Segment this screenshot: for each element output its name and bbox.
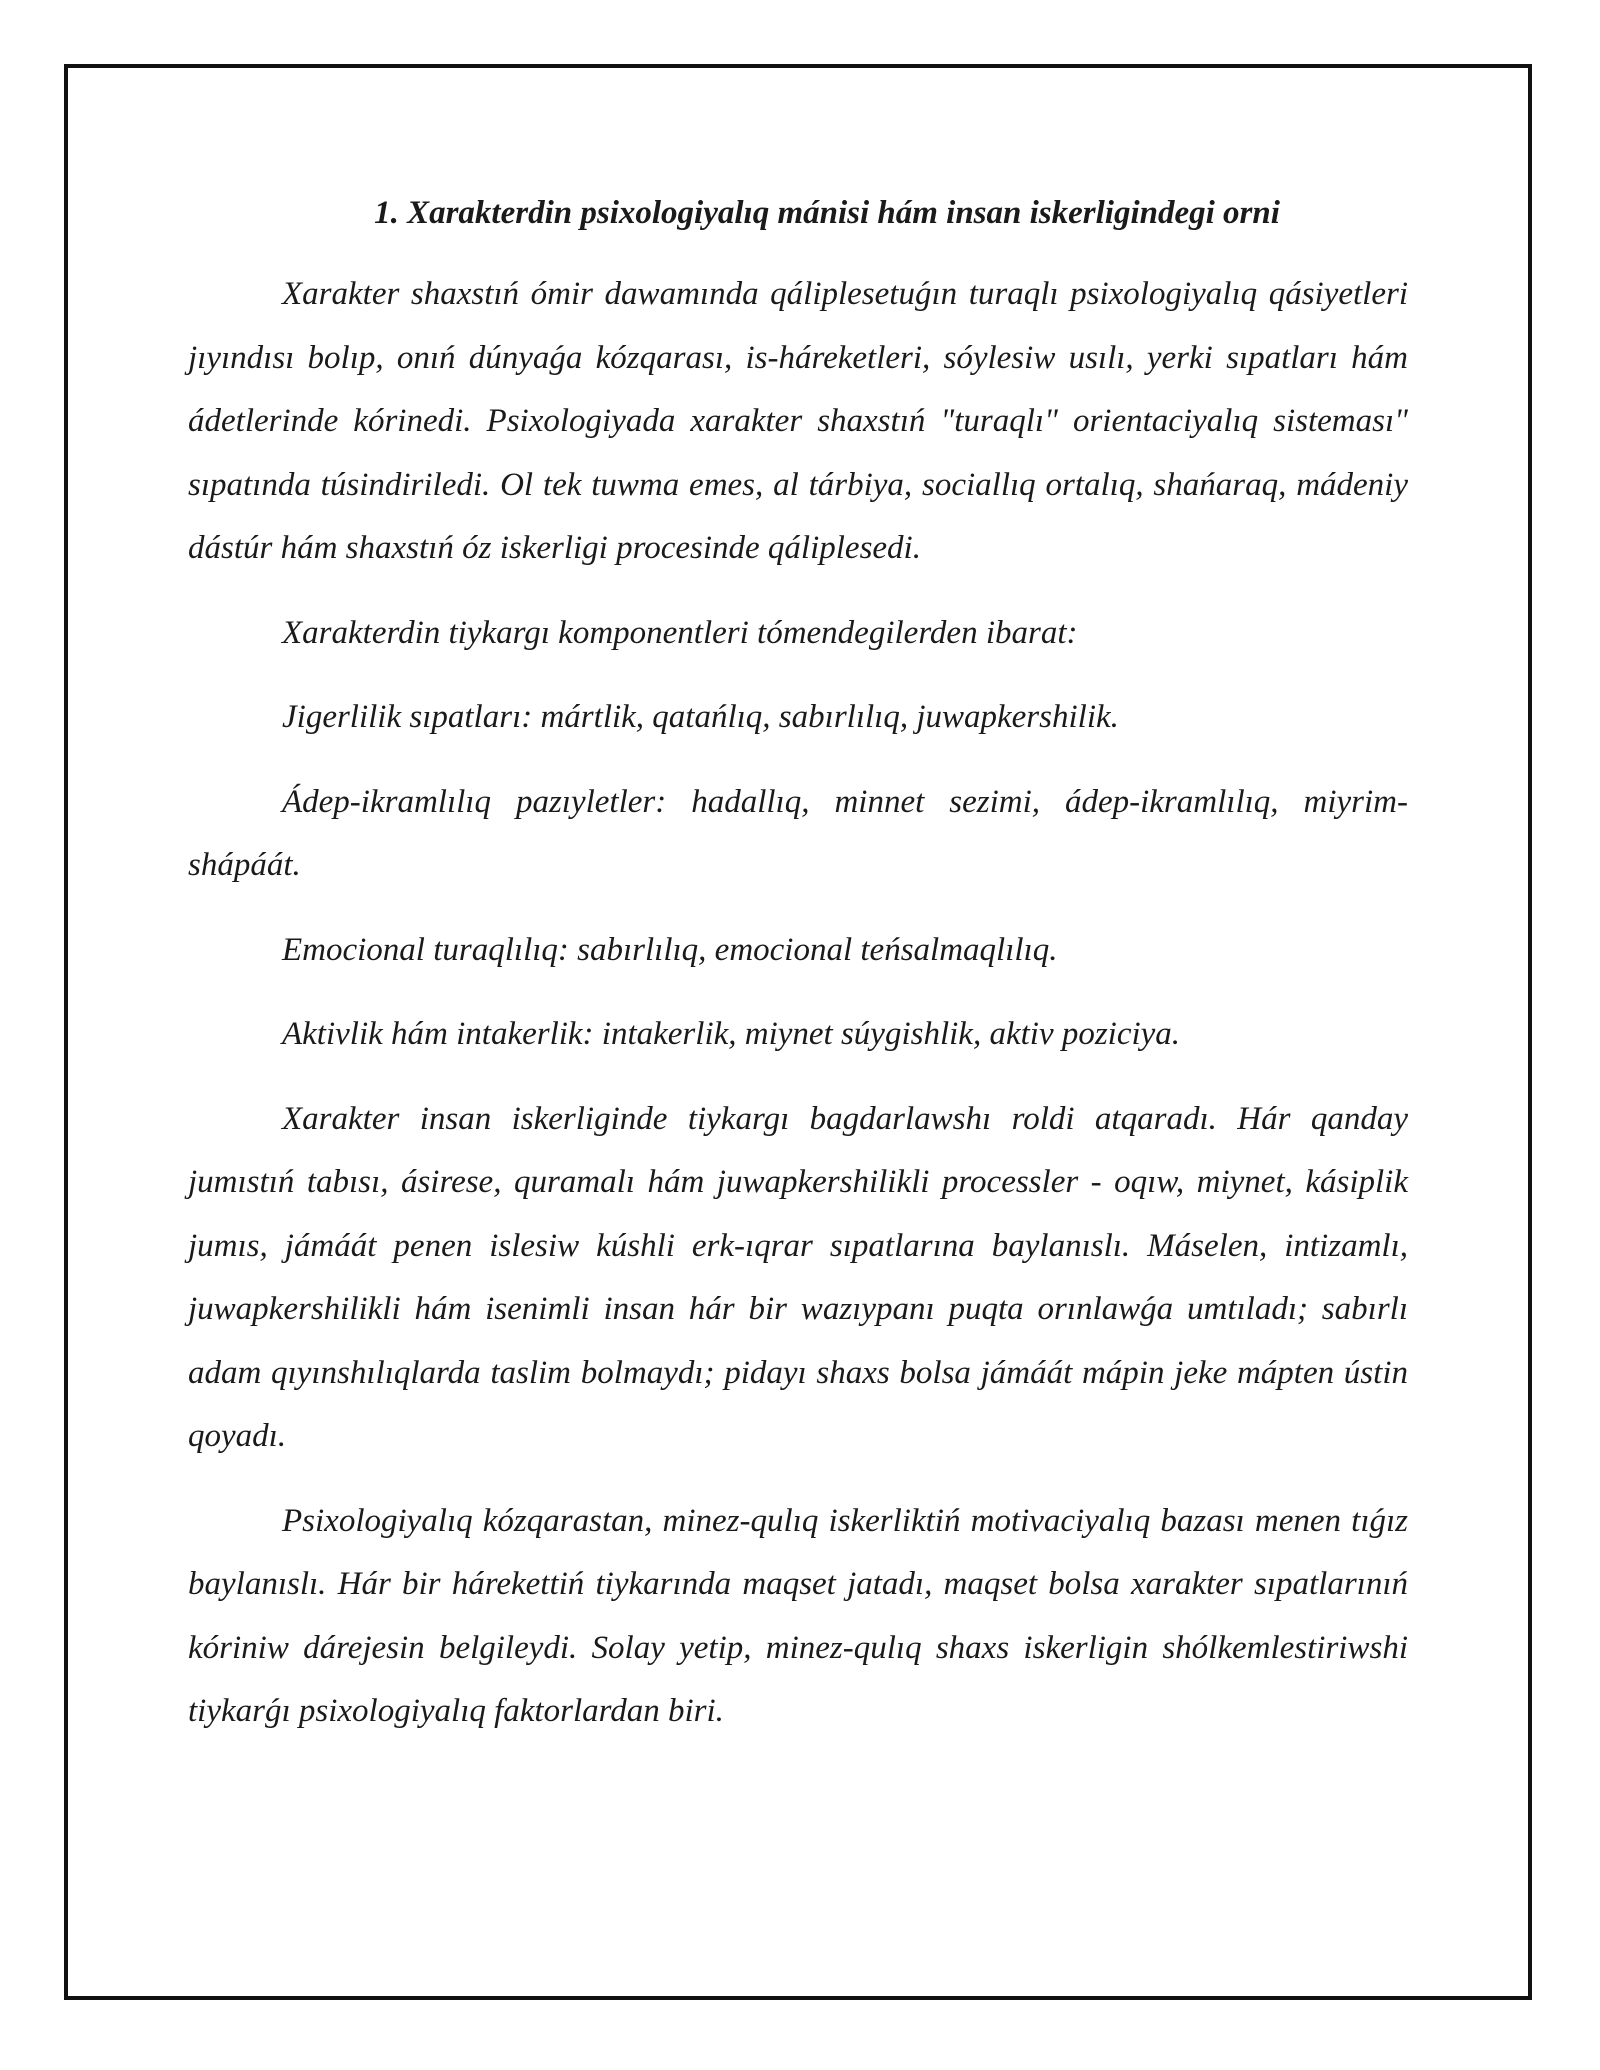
paragraph-role-in-activity: Xarakter insan iskerliginde tiykargı bagdarlawshı roldi atqaradı. Hár qanday jumıstıń tabısı, ásirese, quramalı hám juwapkershilikli processler - oqıw, miynet, kásiplik jumıs, jámáát penen islesiw kúshli erk-ıqrar sıpatlarına baylanıslı. Máselen, intizamlı, juwapkershilikli hám isenimli insan hár bir wazıypanı puqta orınlawǵa umtıladı; sabırlı adam qıyınshılıqlarda taslim bolmaydı; pidayı shaxs bolsa jámáát mápin jeke mápten ústin qoyadı.: [188, 1100, 1408, 1454]
paragraph-emotional-stability: Emocional turaqlılıq: sabırlılıq, emocional teńsalmaqlılıq.: [282, 931, 1058, 968]
paragraph-components-intro: Xarakterdin tiykargı komponentleri tómendegilerden ibarat:: [282, 614, 1078, 651]
document-heading: 1. Xarakterdin psixologiyalıq mánisi hám insan iskerligindegi orni: [374, 195, 1280, 231]
paragraph-will-traits: Jigerlilik sıpatları: mártlik, qatańlıq, sabırlılıq, juwapkershilik.: [282, 699, 1119, 735]
paragraph-activity: Aktivlik hám intakerlik: intakerlik, miynet súygishlik, aktiv poziciya.: [282, 1016, 1181, 1052]
paragraph-motivation: Psixologiyalıq kózqarastan, minez-qulıq iskerliktiń motivaciyalıq bazası menen tıǵız baylanıslı. Hár bir hárekettiń tiykarında maqset jatadı, maqset bolsa xarakter sıpatlarınıń kóriniw dárejesin belgileydi. Solay yetip, minez-qulıq shaxs iskerligin shólkemlestiriwshi tiykarǵı psixologiyalıq faktorlardan biri.: [188, 1502, 1408, 1729]
paragraph-definition: Xarakter shaxstıń ómir dawamında qáliplesetuǵın turaqlı psixologiyalıq qásiyetleri jıyındısı bolıp, onıń dúnyaǵa kózqarası, is-háreketleri, sóylesiw usılı, yerki sıpatları hám ádetlerinde kórinedi. Psixologiyada xarakter shaxstıń "turaqlı" orientaciyalıq sisteması" sıpatında túsindiriledi. Ol tek tuwma emes, al tárbiya, sociallıq ortalıq, shańaraq, mádeniy dástúr hám shaxstıń óz iskerligi procesinde qáliplesedi.: [188, 276, 1408, 566]
document-body: [188, 183, 1408, 1744]
paragraph-moral-traits: Ádep-ikramlılıq pazıyletler: hadallıq, minnet sezimi, ádep-ikramlılıq, miyrim-shápáát.: [188, 783, 1408, 883]
